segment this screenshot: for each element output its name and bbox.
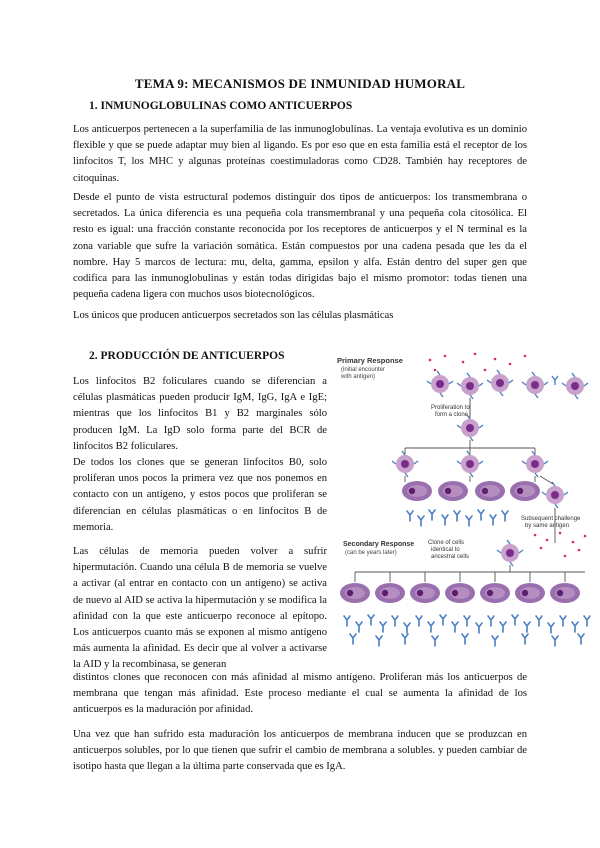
activated-b-cell — [457, 415, 483, 441]
clone-label-1: Clone of cells — [428, 540, 465, 546]
secondary-response-title: Secondary Response — [343, 541, 415, 548]
secondary-response-sub: (can be years later) — [345, 550, 397, 556]
section-1-paragraph-1: Los anticuerpos pertenecen a la superfamilia de las inmunoglobulinas. La ventaja evolutiva es un dominio flexible y que se puede adaptar muy bien al ligando. Es por eso que en esta familia está el receptor de los linfocitos T, los MHC y algunas proteínas coestimuladoras como CD28. También hay receptores de citoquinas. — [73, 124, 527, 184]
section-1-paragraph-3: Los únicos que producen anticuerpos secretados son las células plasmáticas — [73, 310, 394, 321]
section-2-paragraph-3b: distintos clones que reconocen con más afinidad al mismo antígeno. Proliferan más los anticuerpos de membrana que tengan más afinidad. Este proceso mediante el cual se aumenta la afinidad de los anticuerpos es la maduración por afinidad. — [73, 672, 527, 716]
primary-response-sub1: (initial encounter — [341, 367, 386, 373]
clone-label-3: ancestral cells — [431, 554, 470, 560]
section-2-paragraph-2: De todos los clones que se generan linfocitos B0, solo proliferan unos pocos la primera vez que nos ponemos en contacto con un antígeno, y estos pocos que proliferan se diferencian en células plasmáticas o en linfocitos B de memoria. — [73, 457, 327, 533]
subsequent-challenge-label-1: Subsequent challenge — [521, 516, 581, 522]
antibodies-secondary — [344, 615, 590, 646]
immune-response-figure — [335, 350, 597, 650]
antigen-dots-secondary — [534, 532, 587, 558]
plasma-cells-primary — [402, 481, 540, 501]
clone-label-2: identical to — [431, 547, 460, 553]
plasma-cells-secondary — [340, 583, 580, 603]
antibodies-primary — [407, 510, 508, 526]
antigen-dots-top — [429, 353, 527, 372]
section-1-heading: 1. INMUNOGLOBULINAS COMO ANTICUERPOS — [89, 100, 353, 112]
memory-b-cell — [542, 482, 568, 508]
section-2-paragraph-4: Una vez que han sufrido esta maduración los anticuerpos de membrana inducen que se produzcan en anticuerpos solubles, por lo que tienen que sufrir el cambio de membrana a solubles. y pueden cambiar de isotipo hasta que llegan a la última parte conservada que es IgA. — [73, 729, 527, 773]
proliferation-label-1: Proliferation to — [431, 405, 470, 411]
section-2-paragraph-1: Los linfocitos B2 foliculares cuando se diferencian a células plasmáticas pueden producir IgM, IgG, IgA e IgE; mientras que los linfocitos B1 y B2 marginales sólo producen IgM. La IgD solo forma parte del BCR de linfocitos B2 foliculares. — [73, 376, 327, 452]
naive-b-cells — [427, 370, 588, 399]
section-1-paragraph-2: Desde el punto de vista estructural podemos distinguir dos tipos de anticuerpos: los transmembrana o secretados. La única diferencia es una pequeña cola transmembranal y una pequeña cola citosólica. El resto es igual: una fracción constante reconocida por los receptores de anticuerpos y el N terminal es la zona variable que sufre la variación somática. Están compuestos por una cadena pesada que les da el nombre. Hay 5 marcos de lectura: mu, delta, gamma, epsilon y alfa. Están dentro del super gen que codifica para las inmunoglobulinas y están todas dirigidas bajo el mismo promotor: todas tienen una pequeña cadena ligera con muchos usos biotecnológicos. — [73, 192, 527, 301]
section-2-paragraph-3a: Las células de memoria pueden volver a sufrir hipermutación. Cuando una célula B de memoria se vuelve a activar (al entrar en contacto con un antígeno) se activa de nuevo al AID se activa la hipermutación y se modifica la afinidad con la que este anticuerpo reconoce al epítopo. Los anticuerpos cuanto más se exponen al mismo antígeno más aumenta la afinidad. Es decir que al volver a activarse la AID y la recombinasa, se generan — [73, 546, 327, 671]
proliferation-label-2: form a clone — [435, 412, 469, 418]
section-2-heading: 2. PRODUCCIÓN DE ANTICUERPOS — [89, 350, 285, 362]
page-title: TEMA 9: MECANISMOS DE INMUNIDAD HUMORAL — [134, 76, 466, 91]
subsequent-challenge-label-2: by same antigen — [525, 523, 570, 529]
primary-response-sub2: with antigen) — [341, 374, 376, 380]
primary-response-title: Primary Response — [337, 356, 403, 365]
